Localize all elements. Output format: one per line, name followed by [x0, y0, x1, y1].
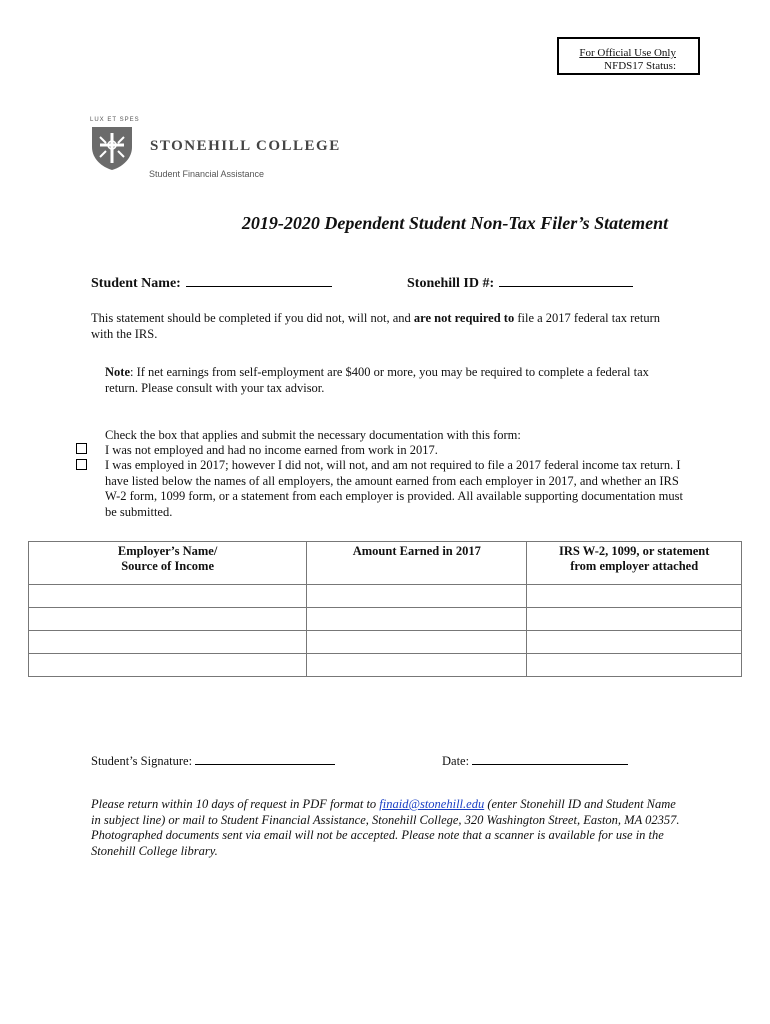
student-name-label: Student Name: [91, 276, 181, 291]
intro-text-2: file a 2017 federal tax return with the IRS. [91, 311, 660, 341]
table-row [29, 585, 742, 608]
header-attached: IRS W-2, 1099, or statement from employer attached [527, 542, 742, 585]
option-employed-checkbox[interactable] [76, 459, 87, 470]
table-cell[interactable] [527, 631, 742, 654]
intro-bold: are not required to [413, 311, 515, 325]
date-field[interactable] [442, 752, 628, 770]
stonehill-id-field[interactable] [407, 272, 633, 292]
table-cell[interactable] [307, 585, 527, 608]
date-label: Date: [442, 754, 470, 768]
note-label: Note [105, 365, 130, 379]
college-name: STONEHILL COLLEGE [150, 138, 341, 154]
table-row [29, 654, 742, 677]
table-cell[interactable] [307, 631, 527, 654]
return-instructions [91, 797, 683, 859]
table-cell[interactable] [527, 585, 742, 608]
note-text: : If net earnings from self-employment are $400 or more, you may be required to complete a federal tax return. Please consult with your tax advisor. [105, 365, 649, 395]
stonehill-id-label: Stonehill ID #: [407, 276, 495, 291]
department-name: Student Financial Assistance [149, 169, 265, 179]
table-cell[interactable] [29, 608, 307, 631]
email-link[interactable]: finaid@stonehill.edu [379, 797, 485, 811]
table-cell[interactable] [527, 608, 742, 631]
table-row [29, 608, 742, 631]
option-not-employed-text: I was not employed and had no income earned from work in 2017. [105, 443, 438, 457]
intro-text-1: This statement should be completed if you did not, will not, and [91, 311, 414, 325]
stonehill-id-line[interactable] [499, 274, 633, 287]
logo-motto: LUX ET SPES [90, 117, 140, 123]
header-amount: Amount Earned in 2017 [307, 542, 527, 585]
instructions-text: Check the box that applies and submit the necessary documentation with this form: [105, 428, 521, 442]
date-line[interactable] [472, 752, 628, 765]
table-cell[interactable] [307, 654, 527, 677]
student-signature-label: Student’s Signature: [91, 754, 193, 768]
table-cell[interactable] [29, 654, 307, 677]
student-name-field[interactable] [91, 272, 332, 292]
header-employer: Employer’s Name/ Source of Income [29, 542, 307, 585]
official-use-box [557, 37, 700, 75]
table-cell[interactable] [29, 585, 307, 608]
nfds-status-label: NFDS17 Status: [604, 60, 676, 72]
table-cell[interactable] [307, 608, 527, 631]
table-row [29, 631, 742, 654]
footer-text-1: Please return within 10 days of request in PDF format to [91, 797, 380, 811]
student-name-line[interactable] [186, 274, 332, 287]
employer-table [28, 541, 742, 677]
intro-paragraph [91, 311, 681, 342]
table-cell[interactable] [29, 631, 307, 654]
form-title: 2019-2020 Dependent Student Non-Tax Filer’s Statement [241, 213, 669, 233]
official-use-label: For Official Use Only [579, 47, 676, 59]
student-signature-line[interactable] [195, 752, 335, 765]
footer-text-2: (enter Stonehill ID and Student Name in subject line) or mail to Student Financial Assistance, Stonehill College, 320 Washington Street, Easton, MA 02357. Photographed documents sent via email will not be accepted. Please note that a scanner is available for use in the Stonehill College library. [91, 797, 680, 858]
college-logo [90, 117, 140, 123]
table-header-row [29, 542, 742, 585]
student-signature-field[interactable] [91, 752, 335, 770]
note-paragraph [105, 365, 665, 396]
option-employed-text: I was employed in 2017; however I did not, will not, and am not required to file a 2017 federal income tax return. I have listed below the names of all employers, the amount earned from each employer in 2017, and whether an IRS W-2 form, 1099 form, or a statement from each employer is provided. All available supporting documentation must be submitted. [105, 458, 683, 519]
shield-crest-icon [90, 125, 134, 171]
option-not-employed-checkbox[interactable] [76, 443, 87, 454]
table-cell[interactable] [527, 654, 742, 677]
